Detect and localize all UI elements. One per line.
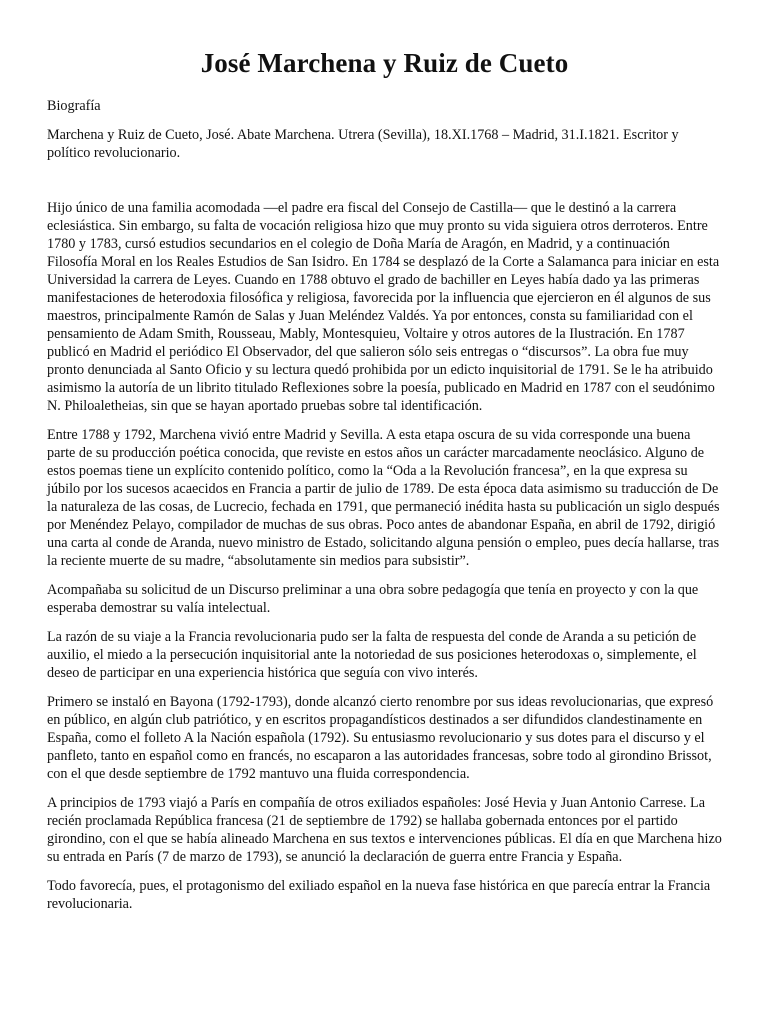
paragraph-5: Primero se instaló en Bayona (1792-1793), donde alcanzó cierto renombre por sus ideas revolucionarias, que expresó en público, en algún club patriótico, y en escritos propagandísticos destinados a ser difundidos clandestinamente en España, como el folleto A la Nación española (1792). Su entusiasmo revolucionario y sus dotes para el discurso y el panfleto, tanto en español como en francés, no escaparon a las autoridades francesas, sobre todo al girondino Brissot, con el que desde septiembre de 1792 mantuvo una fluida correspondencia. [47, 694, 714, 782]
paragraph-4: La razón de su viaje a la Francia revolucionaria pudo ser la falta de respuesta del conde de Aranda a su petición de auxilio, el miedo a la persecución inquisitorial ante la notoriedad de sus posiciones heterodoxas o, simplemente, el deseo de participar en una experiencia histórica que seguía con vivo interés. [47, 629, 697, 681]
section-label: Biografía [47, 98, 101, 114]
paragraph-1: Hijo único de una familia acomodada —el padre era fiscal del Consejo de Castilla— que le destinó a la carrera eclesiástica. Sin embargo, su falta de vocación religiosa hizo que muy pronto su vida siguiera otros derroteros. Entre 1780 y 1783, cursó estudios secundarios en el colegio de Doña María de Aragón, en Madrid, y a continuación Filosofía Moral en los Reales Estudios de San Isidro. En 1784 se desplazó de la Corte a Salamanca para iniciar en esta Universidad la carrera de Leyes. Cuando en 1788 obtuvo el grado de bachiller en Leyes había dado ya las primeras manifestaciones de heterodoxia filosófica y religiosa, favorecida por la influencia que ejercieron en él algunos de sus maestros, principalmente Ramón de Salas y Juan Meléndez Valdés. Ya por entonces, consta su familiaridad con el pensamiento de Adam Smith, Rousseau, Mably, Montesquieu, Voltaire y otros autores de la Ilustración. En 1787 publicó en Madrid el periódico El Observador, del que salieron sólo seis entregas o “discursos”. La obra fue muy pronto denunciada al Santo Oficio y su lectura quedó prohibida por un edicto inquisitorial de 1791. Se le ha atribuido asimismo la autoría de un librito titulado Reflexiones sobre la poesía, publicado en Madrid en 1787 con el seudónimo N. Philoaletheias, sin que se hayan aportado pruebas sobre tal identificación. [47, 200, 720, 414]
paragraph-7: Todo favorecía, pues, el protagonismo del exiliado español en la nueva fase histórica en que parecía entrar la Francia revolucionaria. [47, 878, 711, 912]
paragraph-3: Acompañaba su solicitud de un Discurso preliminar a una obra sobre pedagogía que tenía en proyecto y con la que esperaba demostrar su valía intelectual. [47, 582, 699, 616]
summary-paragraph: Marchena y Ruiz de Cueto, José. Abate Marchena. Utrera (Sevilla), 18.XI.1768 – Madrid, 31.I.1821. Escritor y político revolucionario. [47, 127, 679, 161]
document-page [47, 0, 722, 913]
paragraph-2: Entre 1788 y 1792, Marchena vivió entre Madrid y Sevilla. A esta etapa oscura de su vida corresponde una buena parte de su producción poética conocida, que reviste en estos años un carácter marcadamente neoclásico. Alguno de estos poemas tiene un explícito contenido político, como la “Oda a la Revolución francesa”, en la que expresa su júbilo por los sucesos acaecidos en Francia a partir de julio de 1789. De esta época data asimismo su traducción de De la naturaleza de las cosas, de Lucrecio, fechada en 1791, que permaneció inédita hasta su publicación un siglo después por Menéndez Pelayo, compilador de muchas de sus obras. Poco antes de abandonar España, en abril de 1792, dirigió una carta al conde de Aranda, nuevo ministro de Estado, solicitando alguna pensión o empleo, pues decía hallarse, tras la reciente muerte de su madre, “absolutamente sin medios para subsistir”. [47, 427, 720, 569]
document-title: José Marchena y Ruiz de Cueto [200, 48, 569, 78]
paragraph-6: A principios de 1793 viajó a París en compañía de otros exiliados españoles: José Hevia y Juan Antonio Carrese. La recién proclamada República francesa (21 de septiembre de 1792) se hallaba gobernada entonces por el partido girondino, con el que se había alineado Marchena en sus textos e intervenciones públicas. El día en que Marchena hizo su entrada en París (7 de marzo de 1793), se anunció la declaración de guerra entre Francia y España. [47, 795, 722, 865]
